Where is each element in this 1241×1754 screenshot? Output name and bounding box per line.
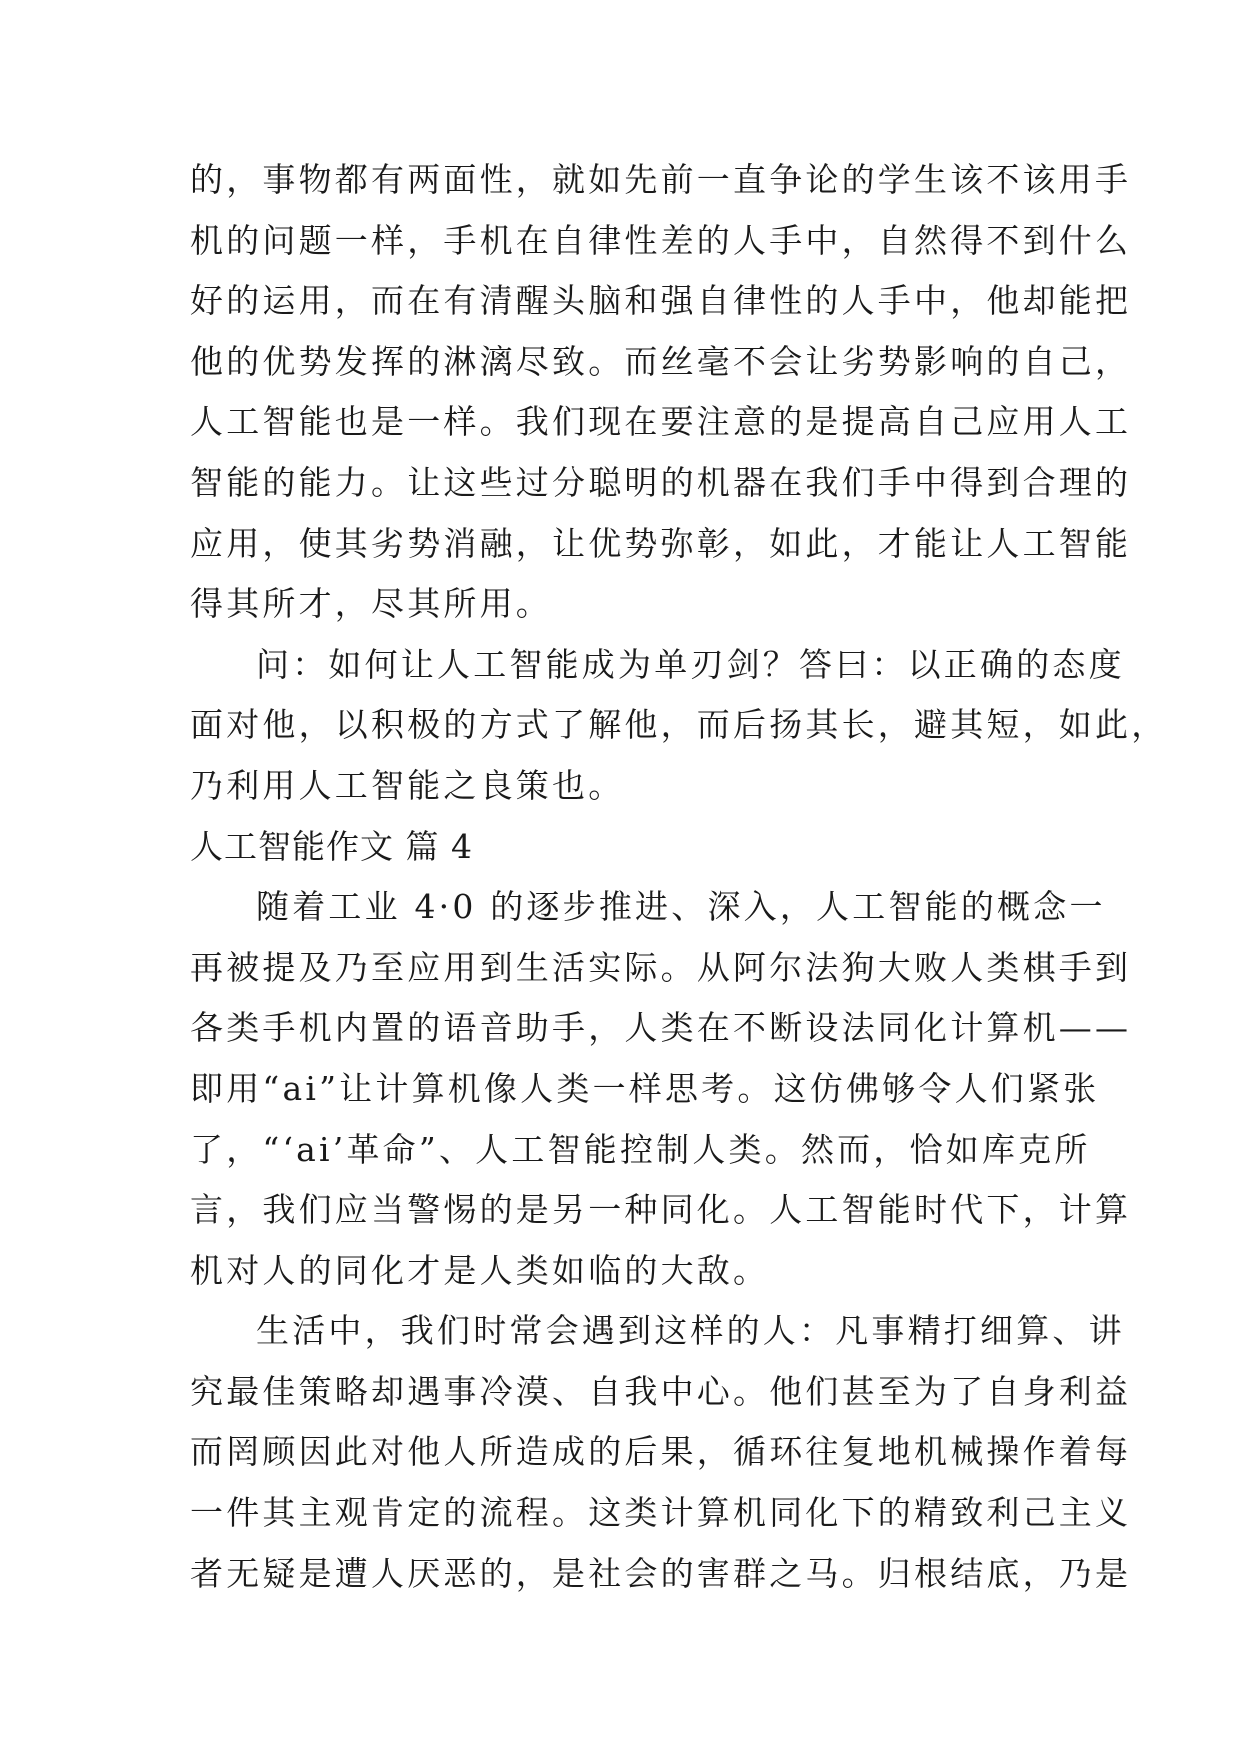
paragraph-first-line: 随着工业 4·0 的逐步推进、深入，人工智能的概念一 [256,887,1106,927]
text-line: 而罔顾因此对他人所造成的后果，循环往复地机械操作着每 [190,1432,1132,1472]
text-line: 究最佳策略却遇事冷漠、自我中心。他们甚至为了自身利益 [190,1371,1132,1411]
text-line: 乃利用人工智能之良策也。 [190,765,625,805]
text-line: 言，我们应当警惕的是另一种同化。人工智能时代下，计算 [190,1190,1132,1230]
paragraph-first-line: 问：如何让人工智能成为单刃剑？答曰：以正确的态度 [256,644,1125,684]
text-line: 者无疑是遭人厌恶的，是社会的害群之马。归根结底，乃是 [190,1553,1132,1593]
text-line: 的，事物都有两面性，就如先前一直争论的学生该不该用手 [190,160,1132,199]
text-line: 即用“ai”让计算机像人类一样思考。这仿佛够令人们紧张 [190,1068,1100,1108]
text-line: 各类手机内置的语音助手，人类在不断设法同化计算机—— [190,1008,1132,1048]
text-line: 应用，使其劣势消融，让优势弥彰，如此，才能让人工智能 [190,523,1132,563]
text-line: 得其所才，尽其所用。 [190,584,552,624]
text-line: 了，“‘ai’革命”、人工智能控制人类。然而，恰如库克所 [190,1129,1091,1169]
text-line: 再被提及乃至应用到生活实际。从阿尔法狗大败人类棋手到 [190,947,1132,987]
text-line: 一件其主观肯定的流程。这类计算机同化下的精致利己主义 [190,1493,1132,1533]
text-line: 他的优势发挥的淋漓尽致。而丝毫不会让劣势影响的自己， [190,341,1132,381]
text-line: 人工智能也是一样。我们现在要注意的是提高自己应用人工 [190,402,1132,442]
text-line: 机的问题一样，手机在自律性差的人手中，自然得不到什么 [190,220,1132,260]
text-line: 面对他，以积极的方式了解他，而后扬其长，避其短，如此， [190,705,1168,745]
paragraph-first-line: 生活中，我们时常会遇到这样的人：凡事精打细算、讲 [256,1311,1125,1351]
text-line: 机对人的同化才是人类如临的大敌。 [190,1250,770,1290]
text-line: 好的运用，而在有清醒头脑和强自律性的人手中，他却能把 [190,281,1132,321]
section-heading: 人工智能作文 篇 4 [190,826,473,866]
document-body [190,150,1168,1604]
text-line: 智能的能力。让这些过分聪明的机器在我们手中得到合理的 [190,462,1132,502]
